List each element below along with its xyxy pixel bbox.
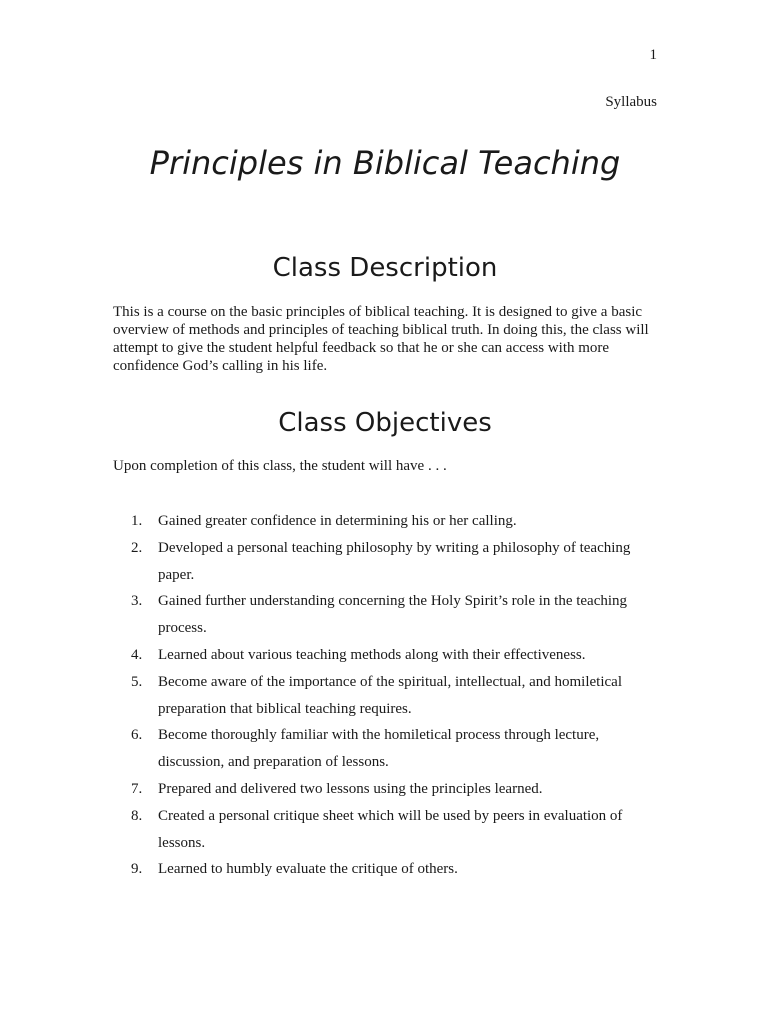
class-description-text: This is a course on the basic principles of biblical teaching. It is designed to give a basic overview of methods and principles of teaching biblical truth. In doing this, the class will attempt to give the student helpful feedback so that he or she can access with more confidence God’s calling in his life. [113,304,649,374]
objective-text: Become aware of the importance of the spiritual, intellectual, and homiletical preparation that biblical teaching requires. [158,673,622,717]
objective-item [113,508,658,535]
objective-text: Learned to humbly evaluate the critique of others. [158,861,458,878]
objective-number: 1. [131,513,143,529]
objective-number: 6. [131,727,143,744]
document-title: Principles in Biblical Teaching [149,144,621,182]
objective-item [113,776,658,803]
objective-text: Learned about various teaching methods along with their effectiveness. [158,646,586,663]
objective-number: 9. [131,861,143,878]
objective-text: Prepared and delivered two lessons using the principles learned. [158,780,543,797]
objective-text: Gained greater confidence in determining his or her calling. [158,513,517,529]
objective-item [113,535,658,589]
objective-item [113,642,658,669]
objective-number: 7. [131,780,143,797]
objective-number: 2. [131,539,143,556]
objective-item [113,722,658,776]
objective-item [113,669,658,723]
objective-text: Gained further understanding concerning the Holy Spirit’s role in the teaching process. [158,593,628,637]
objective-item [113,856,658,883]
objectives-intro: Upon completion of this class, the student will have . . . [113,458,447,474]
page-number: 1 [649,47,657,63]
objective-number: 8. [131,807,143,824]
objectives-list [113,508,658,883]
class-description-heading: Class Description [272,253,498,283]
objective-item [113,803,658,857]
class-objectives-heading: Class Objectives [278,408,492,438]
objective-number: 4. [131,646,143,663]
objective-number: 5. [131,673,143,690]
objective-text: Become thoroughly familiar with the homiletical process through lecture, discussion, and preparation of lessons. [158,727,600,771]
running-head: Syllabus [605,94,657,110]
objective-text: Developed a personal teaching philosophy by writing a philosophy of teaching paper. [158,539,631,583]
objective-item [113,588,658,642]
objective-number: 3. [131,593,143,610]
objective-text: Created a personal critique sheet which will be used by peers in evaluation of lessons. [158,807,623,851]
